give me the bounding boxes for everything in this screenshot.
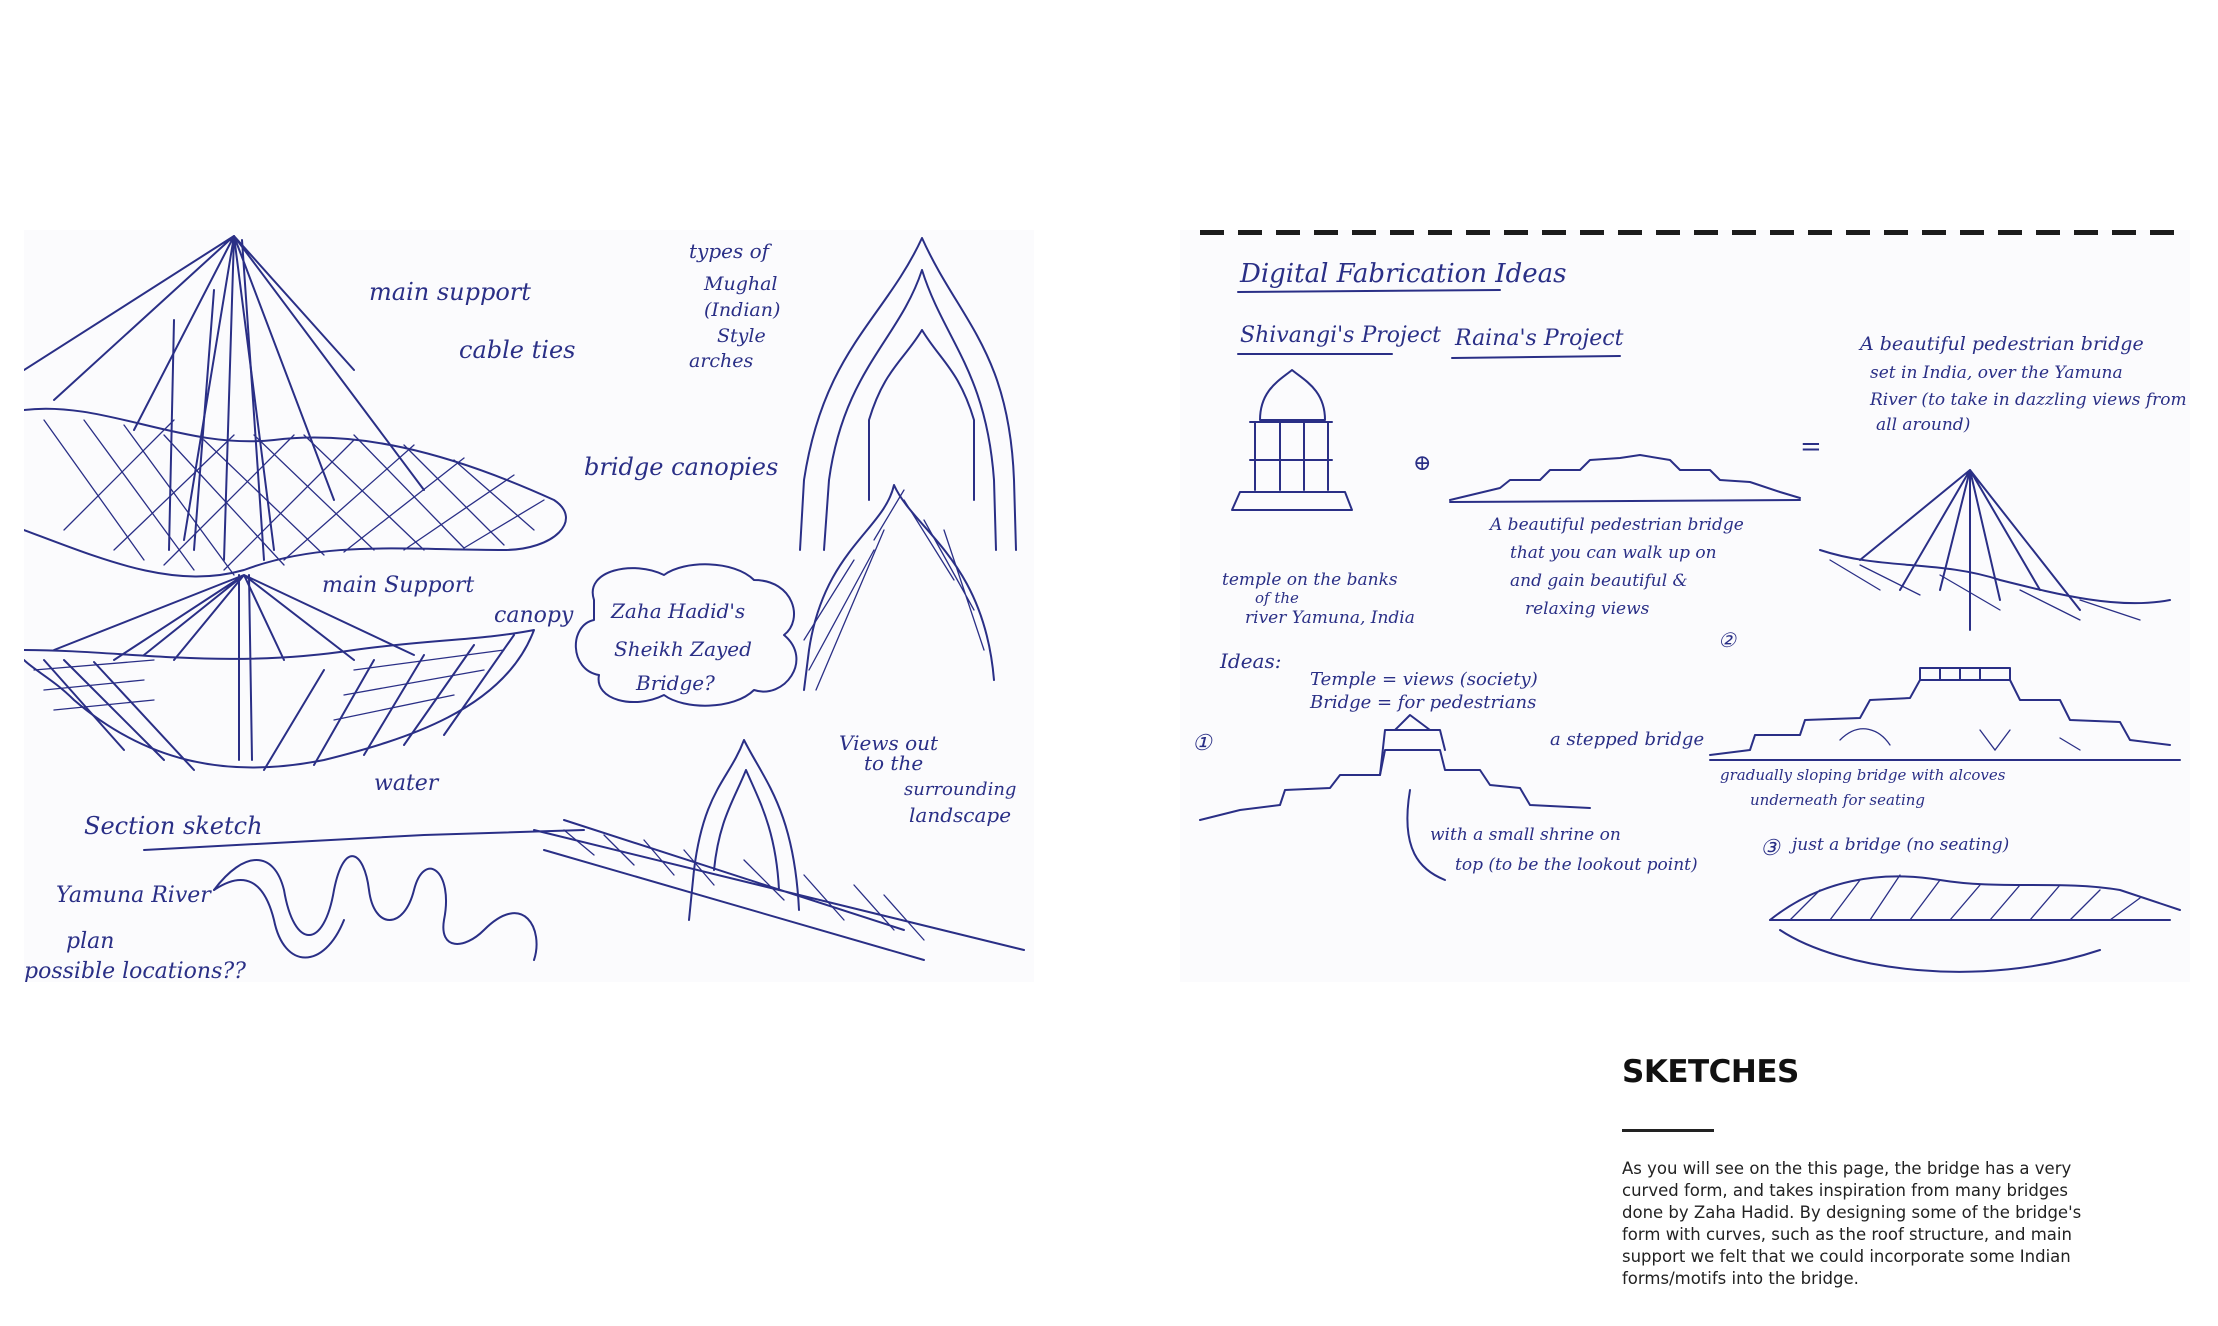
note-shrine-1: with a small shrine on	[1430, 825, 1621, 845]
note-top-3: River (to take in dazzling views from	[1870, 390, 2187, 410]
note-canopy: canopy	[494, 603, 574, 628]
note-zaha-2: Sheikh Zayed	[614, 637, 752, 661]
note-temple-3: river Yamuna, India	[1245, 608, 1415, 628]
note-top-2: set in India, over the Yamuna	[1870, 363, 2123, 383]
note-ideas: Ideas:	[1220, 649, 1282, 673]
note-ped-2: that you can walk up on	[1510, 543, 1717, 563]
note-style: Style	[717, 325, 766, 347]
note-yamuna: Yamuna River	[56, 883, 211, 908]
sketch-drawing-left	[24, 230, 1034, 982]
note-temple-2: of the	[1255, 589, 1299, 607]
note-views-4: landscape	[909, 803, 1012, 827]
note-bridge-canopies: bridge canopies	[584, 453, 779, 481]
arch-view-bridge-sketch	[534, 740, 1024, 960]
svg-text:②: ②	[1718, 628, 1736, 652]
note-cable-ties: cable ties	[459, 336, 576, 364]
note-idea-b: Bridge = for pedestrians	[1310, 692, 1537, 713]
note-main-support-top: main support	[369, 278, 531, 306]
note-ped-1: A beautiful pedestrian bridge	[1490, 515, 1744, 535]
note-gradual-2: underneath for seating	[1750, 791, 1926, 809]
cable-bridge-sketch	[1820, 470, 2170, 630]
stepped-bridge-sketch	[1450, 455, 1800, 500]
note-zaha-1: Zaha Hadid's	[611, 599, 746, 623]
simple-bridge-sketch	[1770, 875, 2180, 972]
note-gradual-1: gradually sloping bridge with alcoves	[1720, 766, 2006, 784]
temple-sketch	[1232, 370, 1352, 510]
sketch-image-fabrication-ideas	[1180, 230, 2190, 982]
section-description: As you will see on the this page, the bridge has a very curved form, and takes inspiration from many bridges done by Zaha Hadid. By designing some of the bridge's form with curves, such as the roof structure, and main support we felt that we could incorporate some Indian forms/motifs into the bridge.	[1622, 1159, 2082, 1288]
sloping-bridge-sketch	[1710, 628, 2180, 760]
note-ped-4: relaxing views	[1525, 599, 1650, 619]
note-just-a-bridge: just a bridge (no seating)	[1792, 835, 2010, 855]
note-views-2: to the	[864, 751, 924, 775]
svg-text:③: ③	[1760, 836, 1780, 861]
note-section-sketch: Section sketch	[84, 812, 263, 840]
canopy-bridge-sketch	[24, 575, 534, 770]
note-plan: plan	[66, 929, 115, 954]
note-water: water	[374, 771, 439, 796]
note-indian: (Indian)	[704, 299, 781, 321]
note-temple-1: temple on the banks	[1222, 570, 1398, 590]
section-title: SKETCHES	[1622, 1054, 1799, 1090]
note-mughal: Mughal	[704, 273, 778, 295]
note-ped-3: and gain beautiful &	[1510, 571, 1688, 591]
note-possible-locations: possible locations??	[24, 959, 246, 982]
note-main-support-mid: main Support	[322, 573, 475, 598]
equals-symbol: =	[1800, 432, 1822, 462]
note-heading: Digital Fabrication Ideas	[1240, 259, 1567, 289]
svg-text:①: ①	[1192, 731, 1212, 756]
mughal-arches-sketch	[800, 238, 1016, 690]
plus-symbol: ⊕	[1413, 451, 1432, 476]
note-shrine-2: top (to be the lookout point)	[1455, 855, 1698, 875]
title-underline	[1622, 1129, 1714, 1132]
sketch-drawing-right	[1180, 230, 2190, 982]
note-types-of: types of	[689, 239, 770, 263]
note-views-1: Views out	[839, 731, 939, 755]
note-arches: arches	[689, 350, 754, 372]
note-idea-a: Temple = views (society)	[1310, 669, 1538, 690]
note-top-1: A beautiful pedestrian bridge	[1860, 333, 2144, 355]
note-stepped: a stepped bridge	[1550, 729, 1705, 750]
sketch-image-bridge-concepts	[24, 230, 1034, 982]
note-project-b: Raina's Project	[1455, 326, 1624, 351]
note-zaha-3: Bridge?	[636, 671, 715, 695]
note-top-4: all around)	[1876, 415, 1971, 435]
note-project-a: Shivangi's Project	[1240, 323, 1442, 348]
note-views-3: surrounding	[904, 779, 1017, 800]
